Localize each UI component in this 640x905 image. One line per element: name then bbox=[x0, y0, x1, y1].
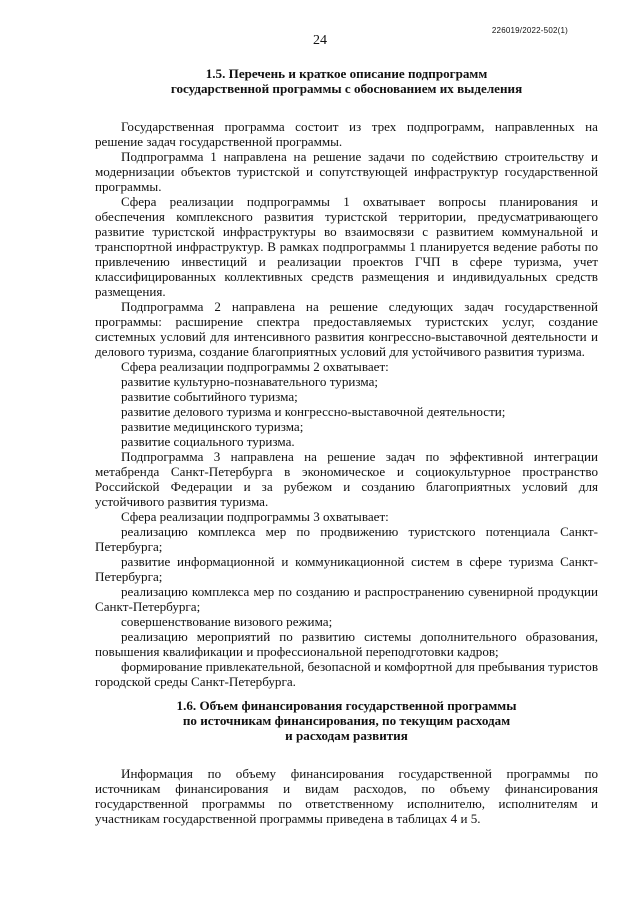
section-1-5-heading bbox=[95, 66, 598, 96]
paragraph: Информация по объему финансирования государственной программы по источникам финансирования и видам расходов, по объему финансирования государственной программы по ответственному исполнителю, исполнителям и участникам государственной программы приведена в таблицах 4 и 5. bbox=[95, 766, 598, 826]
list-item: развитие социального туризма. bbox=[121, 434, 295, 449]
list-item: развитие информационной и коммуникационной систем в сфере туризма Санкт-Петербурга; bbox=[95, 554, 598, 584]
paragraph: Подпрограмма 2 направлена на решение следующих задач государственной программы: расширение спектра предоставляемых туристских услуг, создание системных условий для интенсивного развития конгрессно-выставочной деятельности и делового туризма, создание благоприятных условий для устойчивого развития туризма. bbox=[95, 299, 598, 359]
paragraph: Подпрограмма 3 направлена на решение задач по эффективной интеграции метабренда Санкт-Петербурга в экономическое и социокультурное пространство Российской Федерации и за рубежом и созданию благоприятных условий для устойчивого развития туризма. bbox=[95, 449, 598, 509]
list-item: развитие событийного туризма; bbox=[121, 389, 298, 404]
heading-line: и расходам развития bbox=[285, 728, 408, 743]
list-item: развитие делового туризма и конгрессно-выставочной деятельности; bbox=[121, 404, 506, 419]
document-registration-code: 226019/2022-502(1) bbox=[491, 26, 568, 35]
list-intro: Сфера реализации подпрограммы 3 охватывает: bbox=[121, 509, 389, 524]
list-item: совершенствование визового режима; bbox=[121, 614, 333, 629]
list-item: развитие медицинского туризма; bbox=[121, 419, 304, 434]
heading-line: 1.5. Перечень и краткое описание подпрограмм bbox=[205, 66, 488, 81]
heading-line: 1.6. Объем финансирования государственной программы bbox=[176, 698, 517, 713]
list-item: развитие культурно-познавательного туризма; bbox=[121, 374, 379, 389]
heading-line: государственной программы с обоснованием их выделения bbox=[170, 81, 523, 96]
list-item: реализацию комплекса мер по продвижению туристского потенциала Санкт-Петербурга; bbox=[95, 524, 598, 554]
list-item: реализацию комплекса мер по созданию и распространению сувенирной продукции Санкт-Петербурга; bbox=[95, 584, 598, 614]
paragraph: Сфера реализации подпрограммы 1 охватывает вопросы планирования и обеспечения комплексного развития туристской территории, предусматривающего развитие туристской инфраструктуры во взаимосвязи с развитием коммунальной и транспортной инфраструктур. В рамках подпрограммы 1 планируется ведение работы по привлечению инвестиций и реализации проектов ГЧП в сфере туризма, учет классифицированных коллективных средств размещения и индивидуальных средств размещения. bbox=[95, 194, 598, 299]
paragraph: Государственная программа состоит из трех подпрограмм, направленных на решение задач государственной программы. bbox=[95, 119, 598, 149]
list-item: реализацию мероприятий по развитию системы дополнительного образования, повышения квалификации и профессиональной переподготовки кадров; bbox=[95, 629, 598, 659]
page-number: 24 bbox=[313, 33, 327, 48]
section-1-6-heading bbox=[95, 698, 598, 743]
heading-line: по источникам финансирования, по текущим расходам bbox=[182, 713, 511, 728]
page-content bbox=[95, 66, 598, 826]
list-item: формирование привлекательной, безопасной и комфортной для пребывания туристов городской среды Санкт-Петербурга. bbox=[95, 659, 598, 689]
list-intro: Сфера реализации подпрограммы 2 охватывает: bbox=[121, 359, 389, 374]
paragraph: Подпрограмма 1 направлена на решение задачи по содействию строительству и модернизации объектов туристской и сопутствующей инфраструктур государственной программы. bbox=[95, 149, 598, 194]
